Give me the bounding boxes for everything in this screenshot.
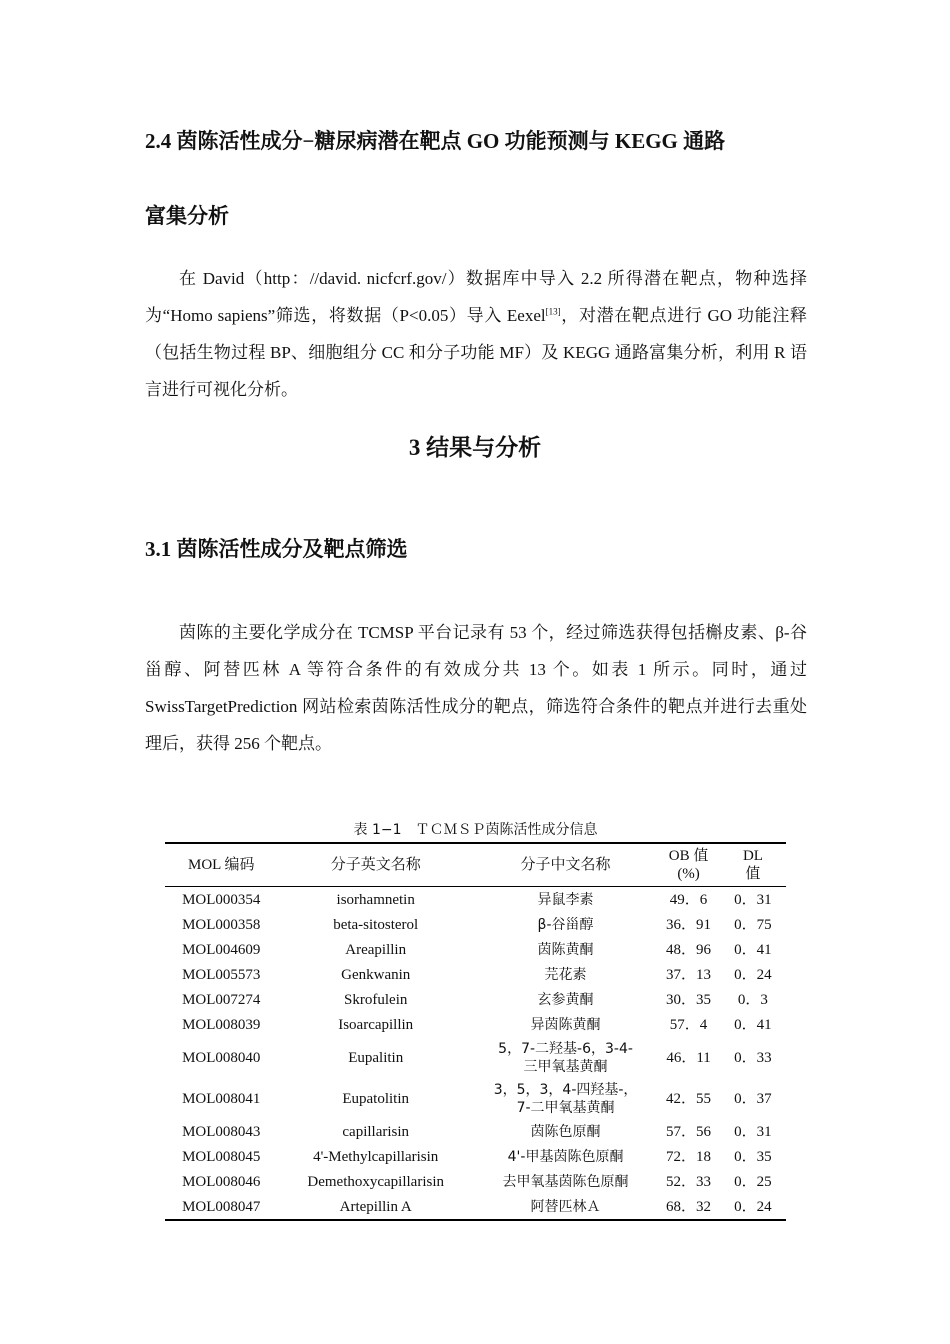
cell-ob: 42．55 — [666, 1090, 712, 1107]
table-row — [165, 1037, 786, 1078]
cell-zh: β-谷甾醇 — [537, 916, 594, 933]
cell-mol: MOL008041 — [182, 1090, 261, 1107]
cell-dl: 0．41 — [734, 941, 772, 958]
cell-mol: MOL000354 — [182, 891, 261, 908]
cell-dl: 0．31 — [734, 891, 772, 908]
cell-en: Demethoxycapillarisin — [307, 1173, 445, 1190]
cell-ob: 57．4 — [669, 1016, 708, 1033]
cell-mol: MOL008045 — [182, 1148, 261, 1165]
header-ob — [657, 843, 720, 887]
cell-mol: MOL000358 — [182, 916, 261, 933]
section-3-1-paragraph: 茵陈的主要化学成分在 TCMSP 平台记录有 53 个，经过筛选获得包括槲皮素、β-谷甾醇、阿替匹林 A 等符合条件的有效成分共 13 个。如表 1 所示。同时，通过 SwissTargetPrediction 网站检索茵陈活性成分的靶点，筛选符合条件的靶点并进行去重处理后，获得 256 个靶点。 — [145, 623, 807, 753]
cell-zh — [474, 1037, 657, 1078]
citation-ref: [13] — [545, 306, 561, 317]
cell-zh: 茵陈黄酮 — [537, 941, 594, 958]
table-row — [165, 1194, 786, 1220]
header-zh: 分子中文名称 — [520, 857, 611, 873]
section-3-heading: 3 结果与分析 — [408, 435, 542, 460]
cell-ob: 30．35 — [666, 991, 712, 1008]
cell-zh: 玄参黄酮 — [537, 991, 594, 1008]
cell-ob: 49．6 — [669, 891, 708, 908]
cell-en: Artepillin A — [339, 1198, 412, 1215]
table-row — [165, 987, 786, 1012]
cell-ob: 52．33 — [666, 1173, 712, 1190]
cell-en: Eupatolitin — [342, 1090, 410, 1107]
cell-zh: 4'-甲基茵陈色原酮 — [507, 1148, 624, 1165]
header-dl — [720, 843, 786, 887]
table-row — [165, 912, 786, 937]
cell-mol: MOL005573 — [182, 966, 261, 983]
cell-ob: 37．13 — [666, 966, 712, 983]
cell-zh: 阿替匹林Ａ — [530, 1198, 601, 1215]
table-row — [165, 1144, 786, 1169]
cell-dl: 0．37 — [734, 1090, 772, 1107]
header-ob-line1: OB 值 — [668, 848, 709, 864]
section-2-4-text-b: ，对潜在靶点进行 GO 功能注释（包括生物过程 BP、细胞组分 CC 和分子功能 MF）及 KEGG 通路富集分析，利用 R 语言进行可视化分析。 — [145, 306, 807, 399]
cell-ob: 72．18 — [666, 1148, 712, 1165]
table-row — [165, 887, 786, 913]
header-en: 分子英文名称 — [330, 857, 421, 873]
cell-ob: 57．56 — [666, 1123, 712, 1140]
cell-en: Areapillin — [345, 941, 407, 958]
cell-dl: 0．31 — [734, 1123, 772, 1140]
table-header-row — [165, 843, 786, 887]
cell-en: isorhamnetin — [336, 891, 415, 908]
cell-zh — [474, 1078, 657, 1119]
cell-zh: 异茵陈黄酮 — [530, 1016, 601, 1033]
section-2-4-text-a: 在 David（http：//david. nicfcrf.gov/）数据库中导入 2.2 所得潜在靶点，物种选择为“Homo sapiens”筛选，将数据（P<0.05）导入 Eexel — [145, 269, 807, 325]
cell-mol: MOL008043 — [182, 1123, 261, 1140]
cell-en: beta-sitosterol — [333, 916, 419, 933]
table-row — [165, 962, 786, 987]
table-caption: 表 1−1 ＴＣＭＳＰ茵陈活性成分信息 — [353, 822, 598, 838]
table-row — [165, 1012, 786, 1037]
cell-en: 4'-Methylcapillarisin — [313, 1148, 439, 1165]
table-row — [165, 1119, 786, 1144]
cell-dl: 0．3 — [737, 991, 768, 1008]
cell-ob: 46．11 — [666, 1049, 711, 1066]
cell-zh: 芫花素 — [544, 966, 587, 983]
cell-mol: MOL008040 — [182, 1049, 261, 1066]
cell-dl: 0．24 — [734, 966, 772, 983]
header-ob-line2: (%) — [677, 866, 700, 882]
cell-dl: 0．25 — [734, 1173, 772, 1190]
cell-ob: 48．96 — [666, 941, 712, 958]
cell-ob: 36．91 — [666, 916, 712, 933]
table-row — [165, 1078, 786, 1119]
cell-zh-line2: 三甲氧基黄酮 — [523, 1058, 608, 1075]
header-mol: MOL 编码 — [188, 857, 255, 873]
header-dl-line1: DL — [742, 848, 763, 864]
cell-en: capillarisin — [342, 1123, 410, 1140]
header-dl-line2: 值 — [745, 866, 761, 882]
cell-mol: MOL008047 — [182, 1198, 261, 1215]
cell-zh-line1: 3，5，3，4-四羟基-， — [493, 1081, 638, 1098]
section-2-4-heading-line2: 富集分析 — [145, 204, 229, 228]
cell-zh: 茵陈色原酮 — [530, 1123, 601, 1140]
cell-mol: MOL004609 — [182, 941, 261, 958]
table-row — [165, 937, 786, 962]
cell-ob: 68．32 — [666, 1198, 712, 1215]
cell-en: Genkwanin — [341, 966, 411, 983]
cell-zh-line1: 5，7-二羟基-6，3-4- — [498, 1040, 633, 1057]
cell-dl: 0．35 — [734, 1148, 772, 1165]
tcmsp-table — [165, 842, 786, 1221]
cell-dl: 0．75 — [734, 916, 772, 933]
cell-zh-line2: 7-二甲氧基黄酮 — [516, 1099, 615, 1116]
cell-zh: 异鼠李素 — [537, 891, 594, 908]
table-row — [165, 1169, 786, 1194]
section-3-1-heading: 3.1 茵陈活性成分及靶点筛选 — [145, 537, 408, 561]
cell-dl: 0．33 — [734, 1049, 772, 1066]
cell-en: Skrofulein — [344, 991, 408, 1008]
cell-dl: 0．24 — [734, 1198, 772, 1215]
cell-mol: MOL008046 — [182, 1173, 261, 1190]
cell-mol: MOL007274 — [182, 991, 261, 1008]
cell-en: Eupalitin — [348, 1049, 404, 1066]
cell-dl: 0．41 — [734, 1016, 772, 1033]
cell-zh: 去甲氧基茵陈色原酮 — [502, 1173, 629, 1190]
cell-en: Isoarcapillin — [338, 1016, 414, 1033]
cell-mol: MOL008039 — [182, 1016, 261, 1033]
section-2-4-heading-line1: 2.4 茵陈活性成分−糖尿病潜在靶点 GO 功能预测与 KEGG 通路 — [145, 129, 726, 153]
section-2-4-paragraph — [145, 260, 807, 408]
